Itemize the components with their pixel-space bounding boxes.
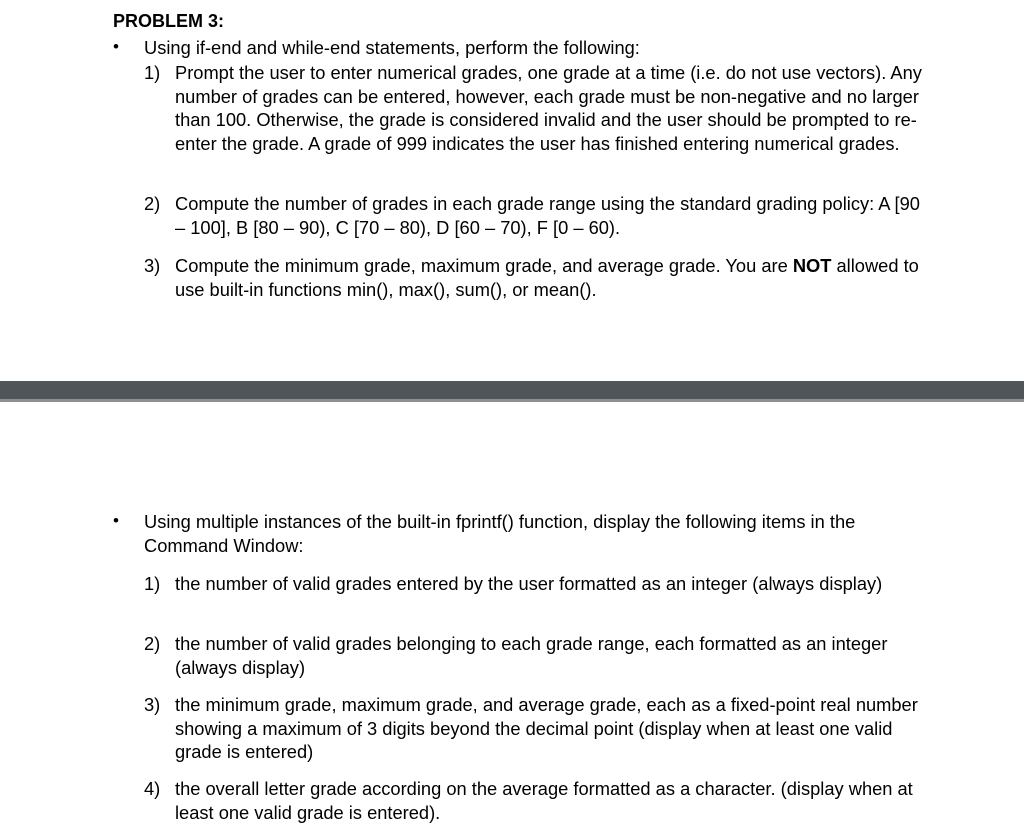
item-number: 3) (144, 694, 161, 715)
bullet-icon: • (113, 37, 119, 56)
problem-title: PROBLEM 3: (113, 11, 225, 31)
section2-item-2: the number of valid grades belonging to each grade range, each formatted as an integer (always display) (175, 633, 888, 678)
section2-item-3: the minimum grade, maximum grade, and average grade, each as a fixed-point real number showing a maximum of 3 digits beyond the decimal point (display when at least one valid grade is entered) (175, 694, 918, 762)
bullet-icon: • (113, 511, 119, 530)
page-divider (0, 381, 1024, 399)
section1-item-1: Prompt the user to enter numerical grades, one grade at a time (i.e. do not use vectors). Any number of grades can be entered, however, each grade must be non-negative and no larger than 100. Otherwise, the grade is considered invalid and the user should be prompted to re-enter the grade. A grade of 999 indicates the user has finished entering numerical grades. (175, 62, 922, 154)
section2-intro: Using multiple instances of the built-in fprintf() function, display the following items in the Command Window: (144, 511, 856, 556)
section1-intro: Using if-end and while-end statements, perform the following: (144, 37, 640, 58)
emphasis-not: NOT (792, 255, 832, 276)
item-number: 4) (144, 778, 161, 799)
page-divider-shadow (0, 399, 1024, 402)
item-number: 2) (144, 633, 161, 654)
section1-item-3: Compute the minimum grade, maximum grade, and average grade. You are NOT allowed to use built-in functions min(), max(), sum(), or mean(). (175, 255, 919, 300)
section2-item-4: the overall letter grade according on the average formatted as a character. (display when at least one valid grade is entered). (175, 778, 913, 823)
item-number: 1) (144, 573, 161, 594)
section1-item-2: Compute the number of grades in each grade range using the standard grading policy: A [90 – 100], B [80 – 90), C [70 – 80), D [60 – 70), F [0 – 60). (175, 193, 920, 238)
item-number: 2) (144, 193, 161, 214)
item-number: 1) (144, 62, 161, 83)
section2-item-1: the number of valid grades entered by the user formatted as an integer (always display) (175, 573, 883, 594)
item-number: 3) (144, 255, 161, 276)
